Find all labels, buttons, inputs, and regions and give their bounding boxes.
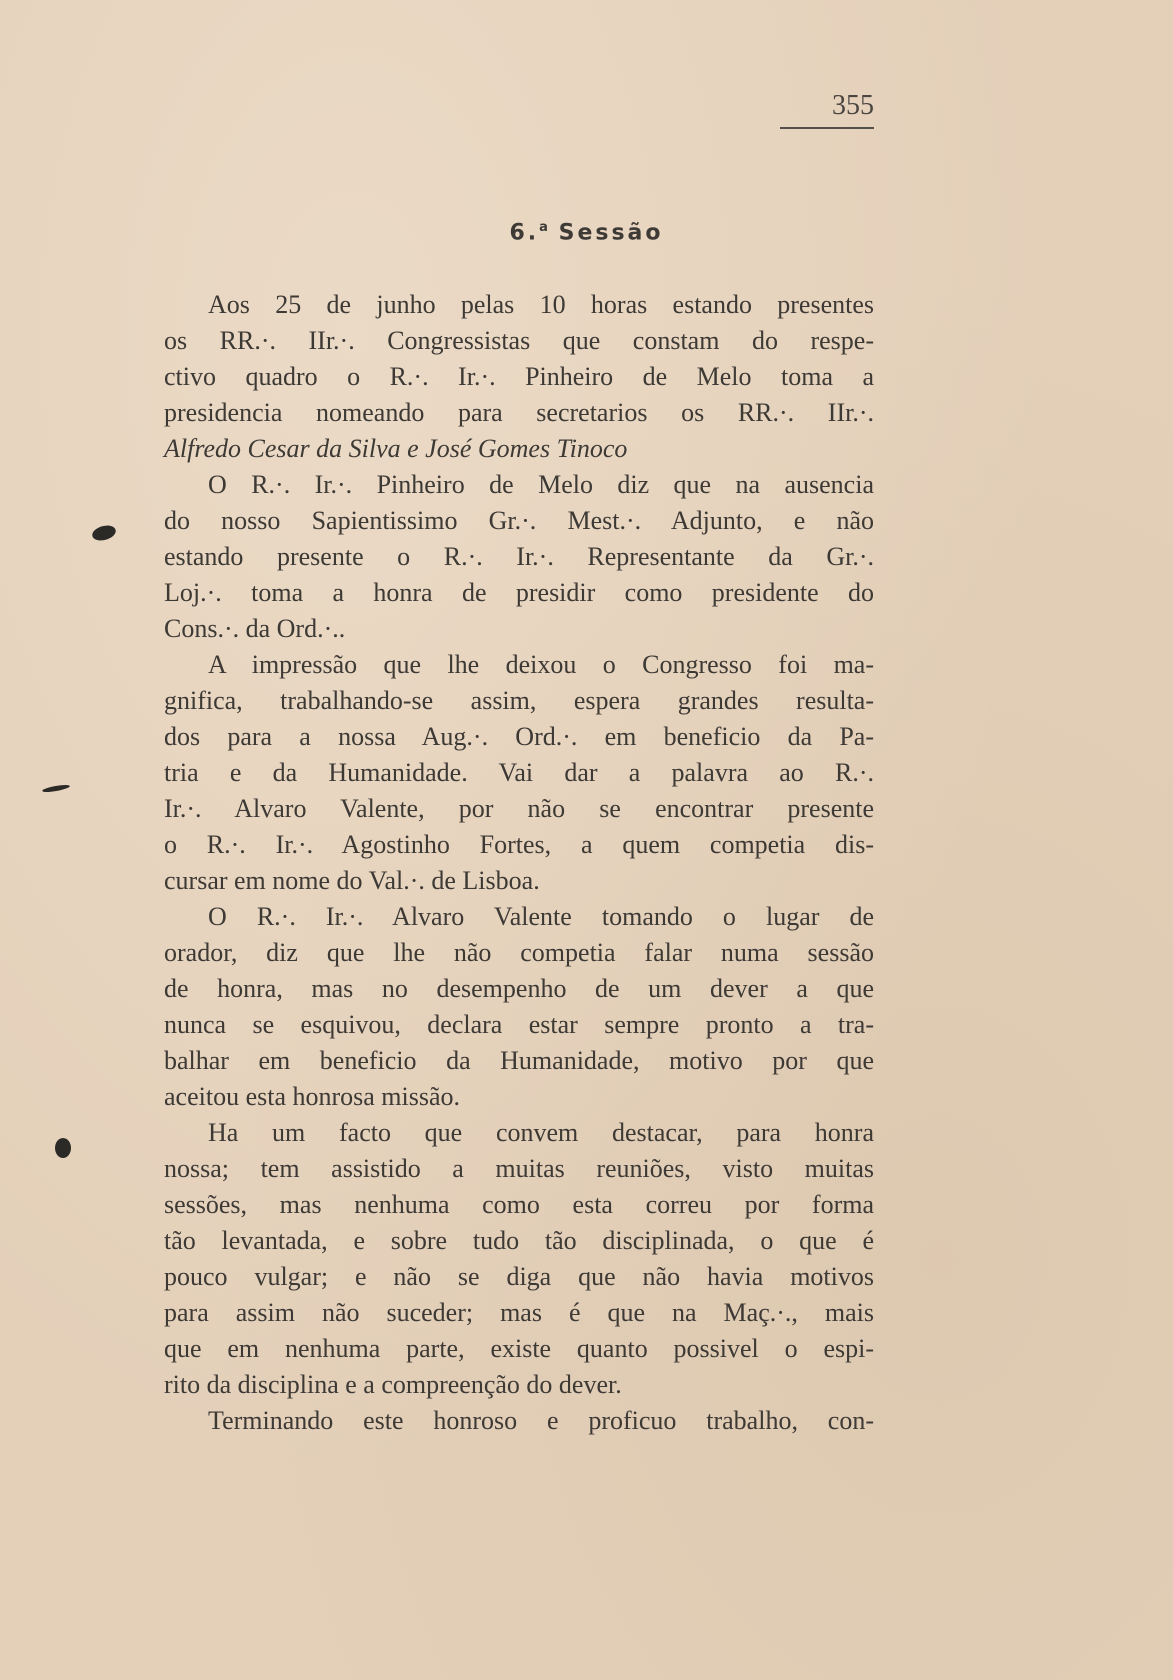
- text-line: de honra, mas no desempenho de um dever a que: [164, 974, 874, 1003]
- page-number-rule: [780, 127, 874, 129]
- text-line: os RR.·. IIr.·. Congressistas que constam do respe-: [164, 326, 874, 355]
- text-line: O R.·. Ir.·. Alvaro Valente tomando o lugar de: [208, 902, 874, 931]
- text-line: nossa; tem assistido a muitas reuniões, visto muitas: [164, 1154, 874, 1183]
- text-line: presidencia nomeando para secretarios os RR.·. IIr.·.: [164, 398, 874, 427]
- ink-blot: [55, 1138, 71, 1158]
- text-line: que em nenhuma parte, existe quanto possivel o espi-: [164, 1334, 874, 1363]
- text-line: ctivo quadro o R.·. Ir.·. Pinheiro de Melo toma a: [164, 362, 874, 391]
- text-line: para assim não suceder; mas é que na Maç.·., mais: [164, 1298, 874, 1327]
- text-line: Ha um facto que convem destacar, para honra: [208, 1118, 874, 1147]
- text-line: Aos 25 de junho pelas 10 horas estando presentes: [208, 290, 874, 319]
- section-ordinal-indicator: a: [539, 220, 548, 235]
- text-line: balhar em beneficio da Humanidade, motivo por que: [164, 1046, 874, 1075]
- text-line: Loj.·. toma a honra de presidir como presidente do: [164, 578, 874, 607]
- section-number: 6.: [509, 220, 540, 246]
- text-line: estando presente o R.·. Ir.·. Representante da Gr.·.: [164, 542, 874, 571]
- text-line: sessões, mas nenhuma como esta correu por forma: [164, 1190, 874, 1219]
- ink-blot: [42, 784, 70, 794]
- text-line: orador, diz que lhe não competia falar numa sessão: [164, 938, 874, 967]
- text-line: rito da disciplina e a compreenção do dever.: [164, 1370, 622, 1399]
- text-line: gnifica, trabalhando-se assim, espera grandes resulta-: [164, 686, 874, 715]
- text-line: o R.·. Ir.·. Agostinho Fortes, a quem competia dis-: [164, 830, 874, 859]
- text-line: pouco vulgar; e não se diga que não havia motivos: [164, 1262, 874, 1291]
- text-line: tão levantada, e sobre tudo tão disciplinada, o que é: [164, 1226, 874, 1255]
- section-title: [0, 220, 1173, 245]
- text-line: Cons.·. da Ord.·..: [164, 614, 346, 643]
- text-line: nunca se esquivou, declara estar sempre pronto a tra-: [164, 1010, 874, 1039]
- ink-blot: [91, 523, 118, 543]
- text-line: cursar em nome do Val.·. de Lisboa.: [164, 866, 540, 895]
- text-line: Terminando este honroso e proficuo trabalho, con-: [208, 1406, 874, 1435]
- text-line: do nosso Sapientissimo Gr.·. Mest.·. Adjunto, e não: [164, 506, 874, 535]
- text-line: tria e da Humanidade. Vai dar a palavra ao R.·.: [164, 758, 874, 787]
- text-line: dos para a nossa Aug.·. Ord.·. em beneficio da Pa-: [164, 722, 874, 751]
- text-line: Alfredo Cesar da Silva e José Gomes Tinoco: [164, 434, 628, 463]
- page-number: 355: [832, 90, 874, 121]
- text-line: A impressão que lhe deixou o Congresso foi ma-: [208, 650, 874, 679]
- text-line: Ir.·. Alvaro Valente, por não se encontrar presente: [164, 794, 874, 823]
- text-line: aceitou esta honrosa missão.: [164, 1082, 461, 1111]
- text-line: O R.·. Ir.·. Pinheiro de Melo diz que na ausencia: [208, 470, 874, 499]
- section-word: Sessão: [558, 220, 664, 246]
